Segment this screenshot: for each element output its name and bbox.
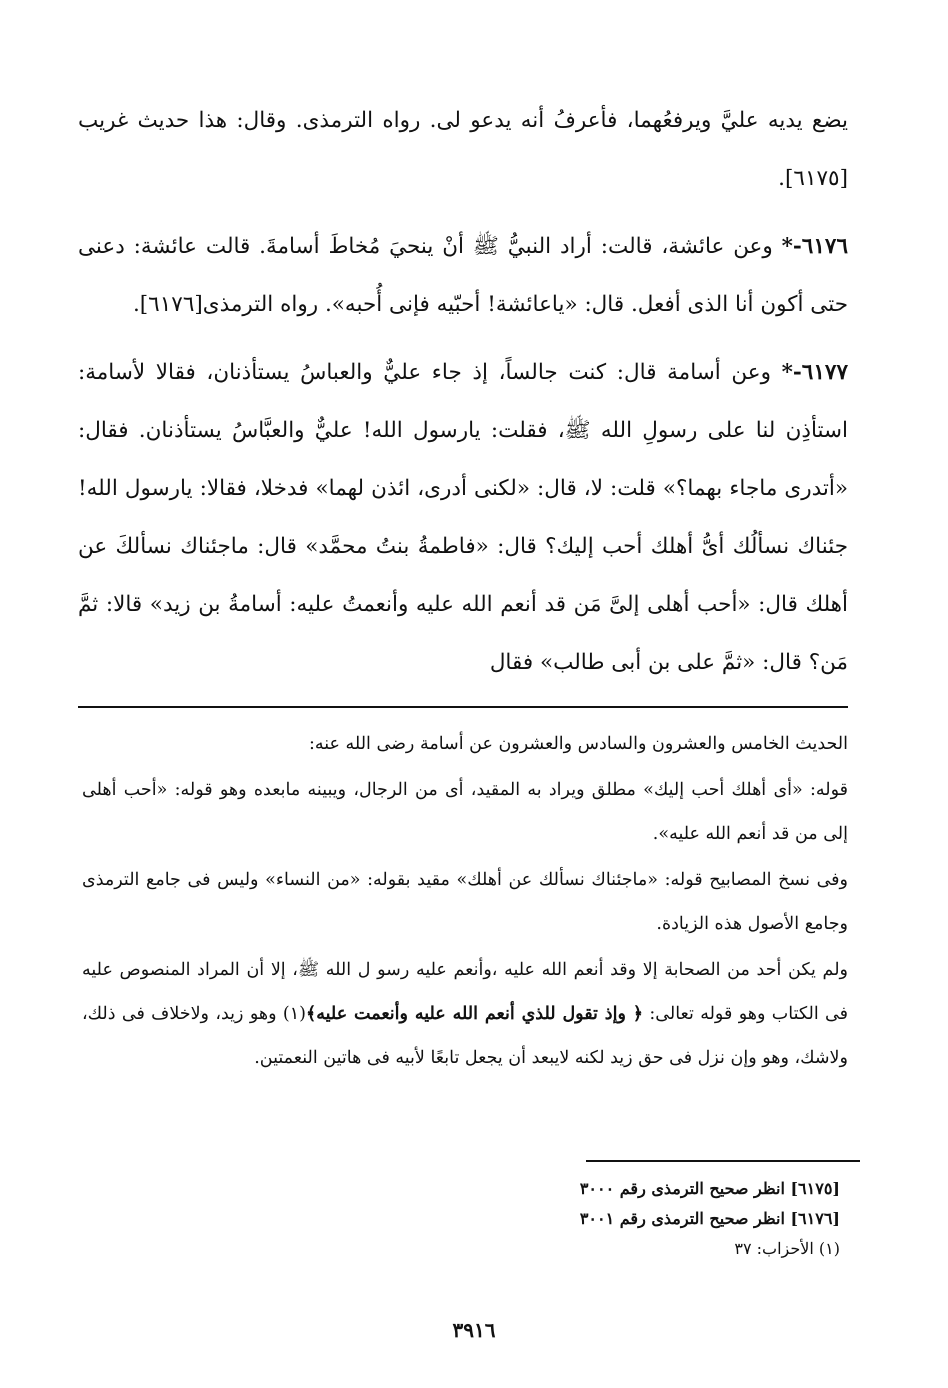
quran-quote: ﴿ وإذ تقول للذي أنعم الله عليه وأنعمت عليه﴾ xyxy=(306,1004,644,1024)
hadith-number: ٦١٧٦-* xyxy=(781,234,848,259)
paragraph-text: يضع يديه عليَّ ويرفعُهما، فأعرفُ أنه يدعو لى. رواه الترمذى. وقال: هذا حديث غريب [٦١٧٥]. xyxy=(78,108,848,191)
paragraph-text: وعن عائشة، قالت: أراد النبيُّ ﷺ أنْ ينحيَ مُخاطَ أسامةَ. قالت عائشة: دعنى حتى أكون أنا الذى أفعل. قال: «ياعائشة! أحبّيه فإنى أُحبه». رواه الترمذى[٦١٧٦]. xyxy=(78,234,848,317)
main-hadith-text xyxy=(78,92,848,702)
commentary-heading: الحديث الخامس والعشرون والسادس والعشرون عن أسامة رضى الله عنه: xyxy=(308,734,848,754)
commentary-section xyxy=(82,722,848,1082)
footnote-6176: [٦١٧٦] انظر صحيح الترمذى رقم ٣٠٠١ xyxy=(579,1209,840,1228)
hadith-6175-ending xyxy=(78,92,848,208)
hadith-6177 xyxy=(78,344,848,692)
footnote-quran-ref: (١) الأحزاب: ٣٧ xyxy=(734,1239,840,1258)
paragraph-text: وعن أسامة قال: كنت جالساً، إذ جاء عليٌّ والعباسُ يستأذنان، فقالا لأسامة: استأذِن لنا على رسولِ الله ﷺ، فقلت: يارسول الله! عليٌّ والعبَّاسُ يستأذنان. فقال: «أتدرى ماجاء بهما؟» قلت: لا، قال: «لكنى أدرى، ائذن لهما» فدخلا، فقالا: يارسول الله! جئناك نسألُك أىُّ أهلك أحب إليك؟ قال: «فاطمةُ بنتُ محمَّد» قال: ماجئناك نسألكَ عن أهلك قال: «أحب أهلى إلىَّ مَن قد أنعم الله عليه وأنعمتُ عليه: أسامةُ بن زيد» قالا: ثمَّ مَن؟ قال: «ثمَّ على بن أبى طالب» فقال xyxy=(78,360,848,675)
commentary-paragraph xyxy=(82,948,848,1080)
hadith-number: ٦١٧٧-* xyxy=(781,360,848,385)
commentary-paragraph: وفى نسخ المصابيح قوله: «ماجئناك نسألك عن أهلك» مقيد بقوله: «من النساء» وليس فى جامع الترمذى وجامع الأصول هذه الزيادة. xyxy=(82,870,848,934)
commentary-paragraph: قوله: «أى أهلك أحب إليك» مطلق ويراد به المقيد، أى من الرجال، ويبينه مابعده وهو قوله: «أحب أهلى إلى من قد أنعم الله عليه». xyxy=(82,780,848,844)
page-number: ٣٩١٦ xyxy=(452,1318,496,1342)
footnote-divider xyxy=(586,1160,860,1162)
section-divider xyxy=(78,706,848,708)
commentary-text: (١) وهو زيد، ولاخلاف فى ذلك، ولاشك، وهو وإن نزل فى حق زيد لكنه لايبعد أن يجعل تابعًا لأبيه فى هاتين النعمتين. xyxy=(82,1004,848,1068)
commentary-text: ولم يكن أحد من الصحابة إلا وقد أنعم الله عليه ،وأنعم عليه رسو ل الله ﷺ، إلا أن المراد المنصوص عليه فى الكتاب وهو قوله تعالى: xyxy=(82,960,849,1024)
footnote-6175: [٦١٧٥] انظر صحيح الترمذى رقم ٣٠٠٠ xyxy=(579,1179,840,1198)
footnotes xyxy=(430,1174,840,1264)
hadith-6176 xyxy=(78,218,848,334)
